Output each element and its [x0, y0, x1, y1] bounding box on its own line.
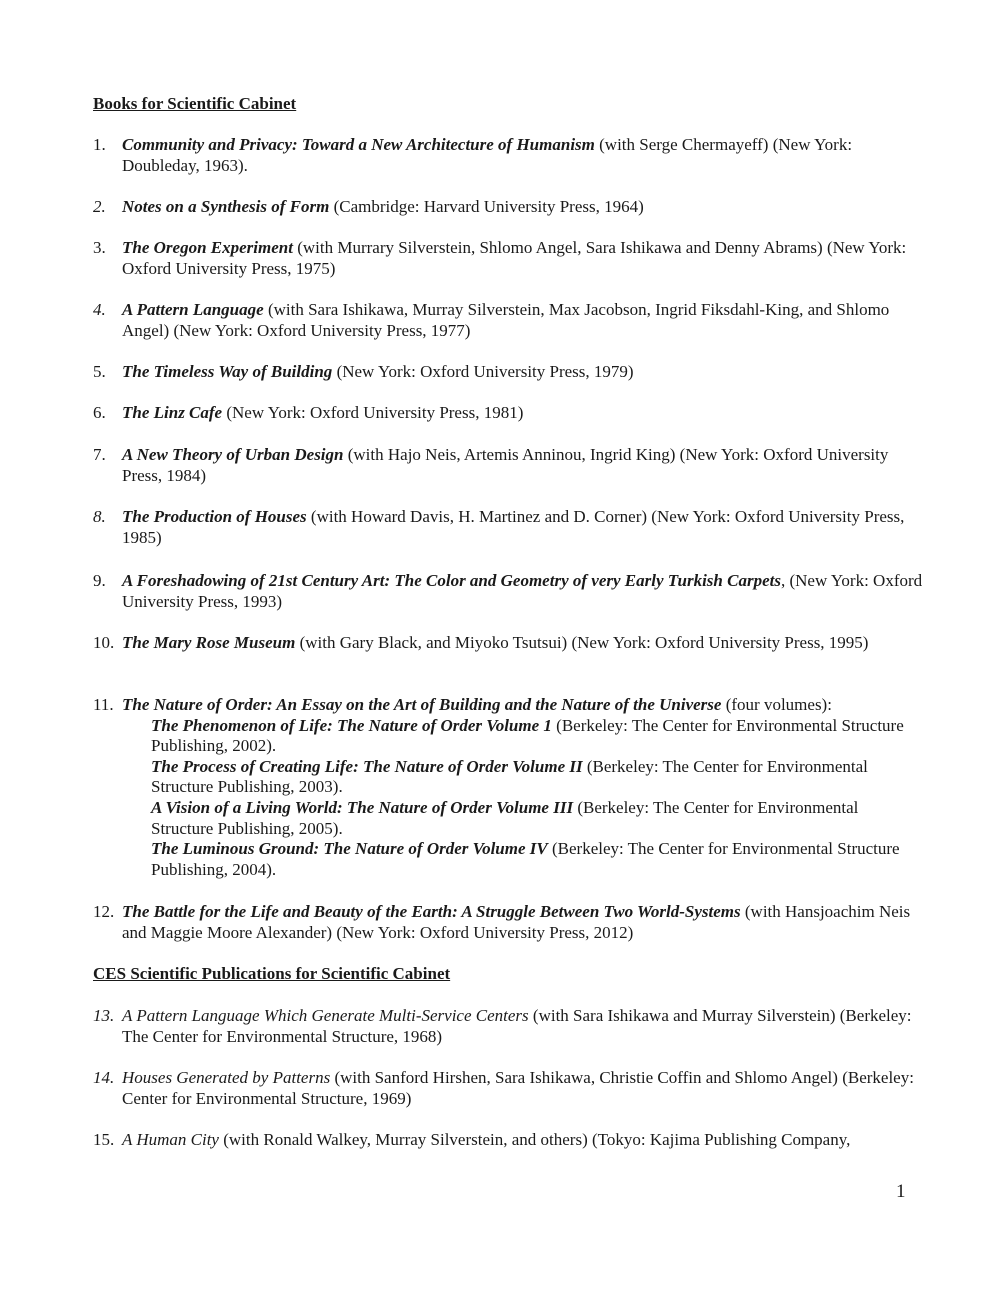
book-title: The Nature of Order: An Essay on the Art of Building and the Nature of the Universe	[122, 695, 722, 714]
volume-title: The Phenomenon of Life: The Nature of Order Volume 1	[151, 715, 552, 735]
volume-title: The Process of Creating Life: The Nature of Order Volume II	[151, 756, 583, 776]
book-title: The Linz Cafe	[122, 403, 223, 422]
book-details: (with Hajo Neis, Artemis Anninou, Ingrid King) (New York: Oxford University Press, 1984)	[122, 445, 889, 485]
volume-details: (Berkeley: The Center for Environmental Structure Publishing, 2004).	[151, 839, 900, 879]
list-item	[93, 1006, 923, 1047]
list-item	[93, 445, 923, 486]
list-item	[93, 695, 923, 880]
list-item	[93, 135, 923, 176]
item-number: 4.	[93, 300, 106, 319]
book-details: (New York: Oxford University Press, 1979)	[332, 362, 634, 381]
section-heading-ces: CES Scientific Publications for Scientific Cabinet	[93, 964, 451, 983]
item-number: 5.	[93, 362, 106, 381]
book-title: The Production of Houses	[122, 507, 307, 526]
page-number: 1	[896, 1181, 906, 1202]
book-title: Community and Privacy: Toward a New Architecture of Humanism	[122, 135, 595, 154]
book-details: (with Howard Davis, H. Martinez and D. Corner) (New York: Oxford University Press, 1985)	[122, 507, 905, 547]
list-item	[93, 238, 923, 279]
volume-details: (Berkeley: The Center for Environmental Structure Publishing, 2003).	[151, 756, 868, 797]
item-number: 10.	[93, 633, 115, 652]
item-number: 2.	[93, 197, 106, 216]
volume-details: (Berkeley: The Center for Environmental Structure Publishing, 2005).	[151, 797, 859, 838]
volume-item	[151, 839, 923, 880]
publication-title: Houses Generated by Patterns	[122, 1068, 331, 1087]
volume-item	[151, 798, 923, 839]
item-number: 1.	[93, 135, 106, 154]
book-details: (with Murrary Silverstein, Shlomo Angel, Sara Ishikawa and Denny Abrams) (New York: Oxford University Press, 1975)	[122, 238, 907, 278]
item-number: 14.	[93, 1068, 115, 1087]
item-number: 8.	[93, 507, 106, 526]
book-title: A Foreshadowing of 21st Century Art: The Color and Geometry of very Early Turkish Carpets	[122, 571, 781, 590]
volume-title: A Vision of a Living World: The Nature of Order Volume III	[151, 797, 574, 817]
volume-item	[151, 716, 923, 757]
publication-details: (with Ronald Walkey, Murray Silverstein, and others) (Tokyo: Kajima Publishing Company,	[218, 1130, 851, 1149]
book-title: A New Theory of Urban Design	[122, 445, 344, 464]
book-details: (Cambridge: Harvard University Press, 1964)	[329, 197, 644, 216]
book-details: (with Hansjoachim Neis and Maggie Moore Alexander) (New York: Oxford University Press, 2012)	[122, 902, 911, 942]
book-details: (four volumes):	[721, 695, 832, 714]
book-details: (with Serge Chermayeff) (New York: Doubleday, 1963).	[122, 135, 853, 175]
item-number: 6.	[93, 403, 106, 422]
list-item	[93, 507, 923, 548]
book-title: The Timeless Way of Building	[122, 362, 333, 381]
book-details: (with Sara Ishikawa, Murray Silverstein, Max Jacobson, Ingrid Fiksdahl-King, and Shlomo Angel) (New York: Oxford University Press, 1977)	[122, 300, 890, 340]
list-item	[93, 403, 923, 424]
item-number: 12.	[93, 902, 115, 921]
list-item	[93, 571, 923, 612]
list-item	[93, 300, 923, 341]
publication-details: (with Sanford Hirshen, Sara Ishikawa, Christie Coffin and Shlomo Angel) (Berkeley: Center for Environmental Structure, 1969)	[122, 1068, 914, 1108]
book-title: Notes on a Synthesis of Form	[122, 197, 330, 216]
volume-item	[151, 757, 923, 798]
list-item	[93, 1130, 923, 1151]
item-number: 3.	[93, 238, 106, 257]
book-title: A Pattern Language	[122, 300, 264, 319]
book-title: The Mary Rose Museum	[122, 633, 296, 652]
book-details: (with Gary Black, and Miyoko Tsutsui) (New York: Oxford University Press, 1995)	[295, 633, 869, 652]
list-item	[93, 902, 923, 943]
item-number: 15.	[93, 1130, 115, 1149]
list-item	[93, 1068, 923, 1109]
item-number: 7.	[93, 445, 106, 464]
volume-details: (Berkeley: The Center for Environmental Structure Publishing, 2002).	[151, 715, 904, 756]
item-number: 9.	[93, 571, 106, 590]
item-number: 11.	[93, 695, 114, 714]
item-number: 13.	[93, 1006, 115, 1025]
list-item	[93, 197, 923, 218]
volume-title: The Luminous Ground: The Nature of Order Volume IV	[151, 839, 548, 859]
list-item	[93, 362, 923, 383]
book-title: The Battle for the Life and Beauty of the Earth: A Struggle Between Two World-Systems	[122, 902, 741, 921]
list-item	[93, 633, 923, 654]
book-details: (New York: Oxford University Press, 1981)	[222, 403, 524, 422]
publication-title: A Pattern Language Which Generate Multi-Service Centers	[122, 1006, 529, 1025]
section-heading-books: Books for Scientific Cabinet	[93, 94, 297, 113]
book-title: The Oregon Experiment	[122, 238, 293, 257]
publication-details: (with Sara Ishikawa and Murray Silverstein) (Berkeley: The Center for Environmental Structure, 1968)	[122, 1006, 912, 1046]
book-details: , (New York: Oxford University Press, 1993)	[122, 571, 923, 611]
publication-title: A Human City	[122, 1130, 219, 1149]
